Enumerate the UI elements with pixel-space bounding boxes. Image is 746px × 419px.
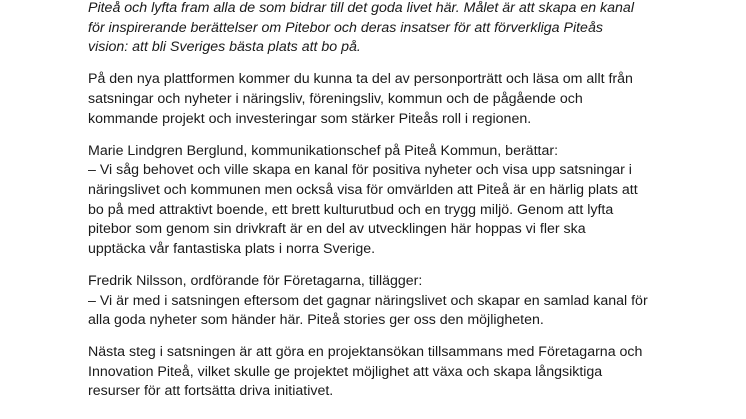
marie-quote-paragraph [88, 142, 688, 260]
platform-line: På den nya plattformen kommer du kunna ta del av personporträtt och läsa om allt från [88, 71, 633, 88]
marie-line: – Vi såg behovet och ville skapa en kanal för positiva nyheter och visa upp satsningar i [88, 162, 632, 179]
fredrik-quote-paragraph [88, 272, 688, 331]
marie-line: näringslivet och kommunen men också visa för omvärlden att Piteå är en härlig plats att [88, 181, 638, 198]
platform-paragraph [88, 70, 688, 129]
next-steps-line: Innovation Piteå, vilket skulle ge projektet möjlighet att växa och skapa långsiktiga [88, 363, 603, 380]
next-steps-line: resurser för att fortsätta driva initiativet. [88, 383, 334, 400]
platform-line: kommande projekt och investeringar som stärker Piteås roll i regionen. [88, 110, 532, 127]
marie-line: upptäcka vår fantastiska plats i norra Sverige. [88, 240, 376, 257]
intro-paragraph [88, 0, 688, 58]
next-steps-line: Nästa steg i satsningen är att göra en projektansökan tillsammans med Företagarna och [88, 344, 643, 361]
fredrik-line: alla goda nyheter som händer här. Piteå stories ger oss den möjligheten. [88, 312, 544, 329]
marie-line: pitebor som genom sin drivkraft är en del av utvecklingen här hoppas vi fler ska [88, 221, 586, 238]
marie-line: Marie Lindgren Berglund, kommunikationschef på Piteå Kommun, berättar: [88, 142, 559, 159]
intro-line: för inspirerande berättelser om Pitebor och deras insatser för att förverkliga Piteås [88, 19, 603, 36]
intro-line: Piteå och lyfta fram alla de som bidrar till det goda livet här. Målet är att skapa en kanal [88, 0, 634, 16]
intro-line: vision: att bli Sveriges bästa plats att bo på. [88, 39, 361, 56]
platform-line: satsningar och nyheter i näringsliv, föreningsliv, kommun och de pågående och [88, 90, 583, 107]
fredrik-line: Fredrik Nilsson, ordförande för Företagarna, tillägger: [88, 272, 423, 289]
marie-line: bo på med attraktivt boende, ett brett kulturutbud och en trygg miljö. Genom att lyfta [88, 201, 614, 218]
next-steps-paragraph [88, 343, 688, 402]
document-page [88, 0, 688, 402]
fredrik-line: – Vi är med i satsningen eftersom det gagnar näringslivet och skapar en samlad kanal för [88, 292, 648, 309]
